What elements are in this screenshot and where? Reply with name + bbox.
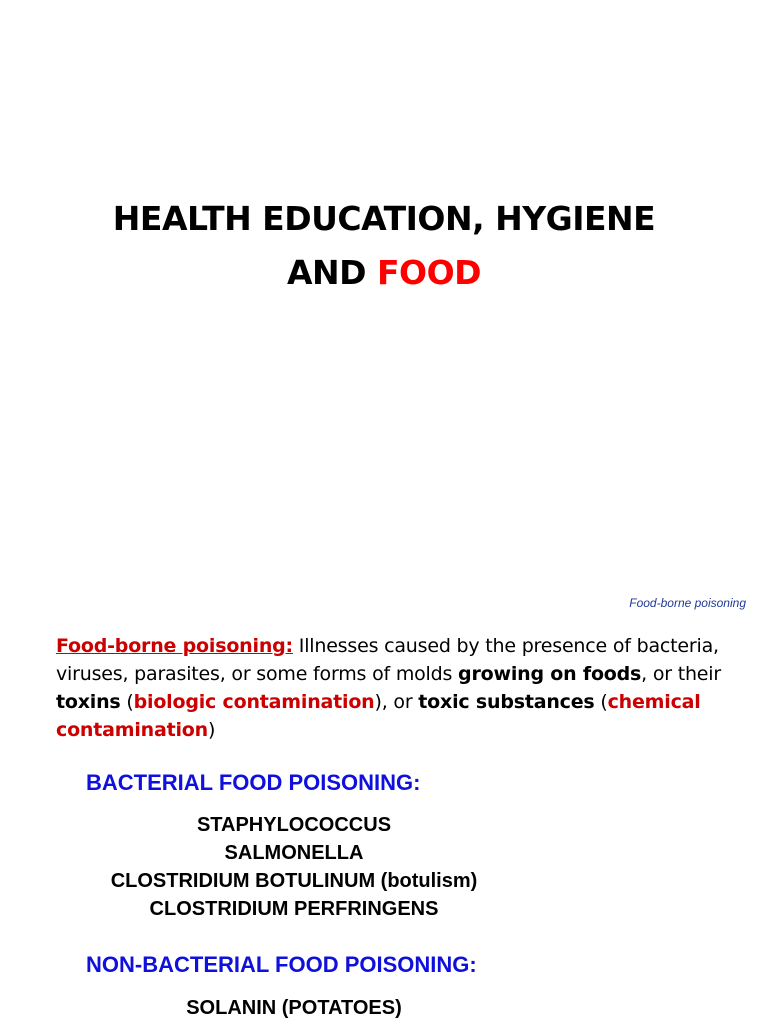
nonbacterial-heading: NON-BACTERIAL FOOD POISONING: bbox=[86, 952, 477, 977]
nonbacterial-list bbox=[0, 994, 588, 1022]
definition-text-5: ( bbox=[594, 691, 608, 713]
title-line-2-prefix: AND bbox=[286, 253, 377, 292]
definition-biologic: biologic contamination bbox=[133, 691, 375, 713]
list-item: CLOSTRIDIUM BOTULINUM (botulism) bbox=[110, 870, 478, 892]
definition-paragraph bbox=[56, 632, 746, 744]
title-line-2 bbox=[0, 246, 768, 300]
list-item: STAPHYLOCOCCUS bbox=[196, 814, 392, 836]
definition-text-1: Illnesses caused by the presence of bacteria, viruses, parasites, or some forms of molds bbox=[56, 635, 719, 685]
definition-bold-toxins: toxins bbox=[56, 691, 121, 713]
list-item: SALMONELLA bbox=[224, 842, 364, 864]
bacterial-list bbox=[0, 811, 588, 923]
title-line-1: HEALTH EDUCATION, HYGIENE bbox=[112, 199, 656, 238]
definition-text-6: ) bbox=[207, 719, 216, 741]
list-item: CLOSTRIDIUM PERFRINGENS bbox=[149, 898, 439, 920]
list-item: SOLANIN (POTATOES) bbox=[186, 997, 402, 1019]
definition-term: Food-borne poisoning: bbox=[56, 635, 293, 657]
definition-text-3: ( bbox=[120, 691, 134, 713]
definition-chemical: chemical contamination bbox=[56, 691, 701, 741]
slide-title-text bbox=[0, 192, 768, 300]
definition-text-2: , or their bbox=[641, 663, 721, 685]
slide-header-note: Food-borne poisoning bbox=[629, 596, 746, 610]
definition-bold-toxic: toxic substances bbox=[418, 691, 595, 713]
definition-bold-growing: growing on foods bbox=[458, 663, 642, 685]
title-accent-word: FOOD bbox=[377, 253, 482, 292]
bacterial-heading: BACTERIAL FOOD POISONING: bbox=[86, 770, 421, 795]
definition-text-4: ), or bbox=[374, 691, 419, 713]
